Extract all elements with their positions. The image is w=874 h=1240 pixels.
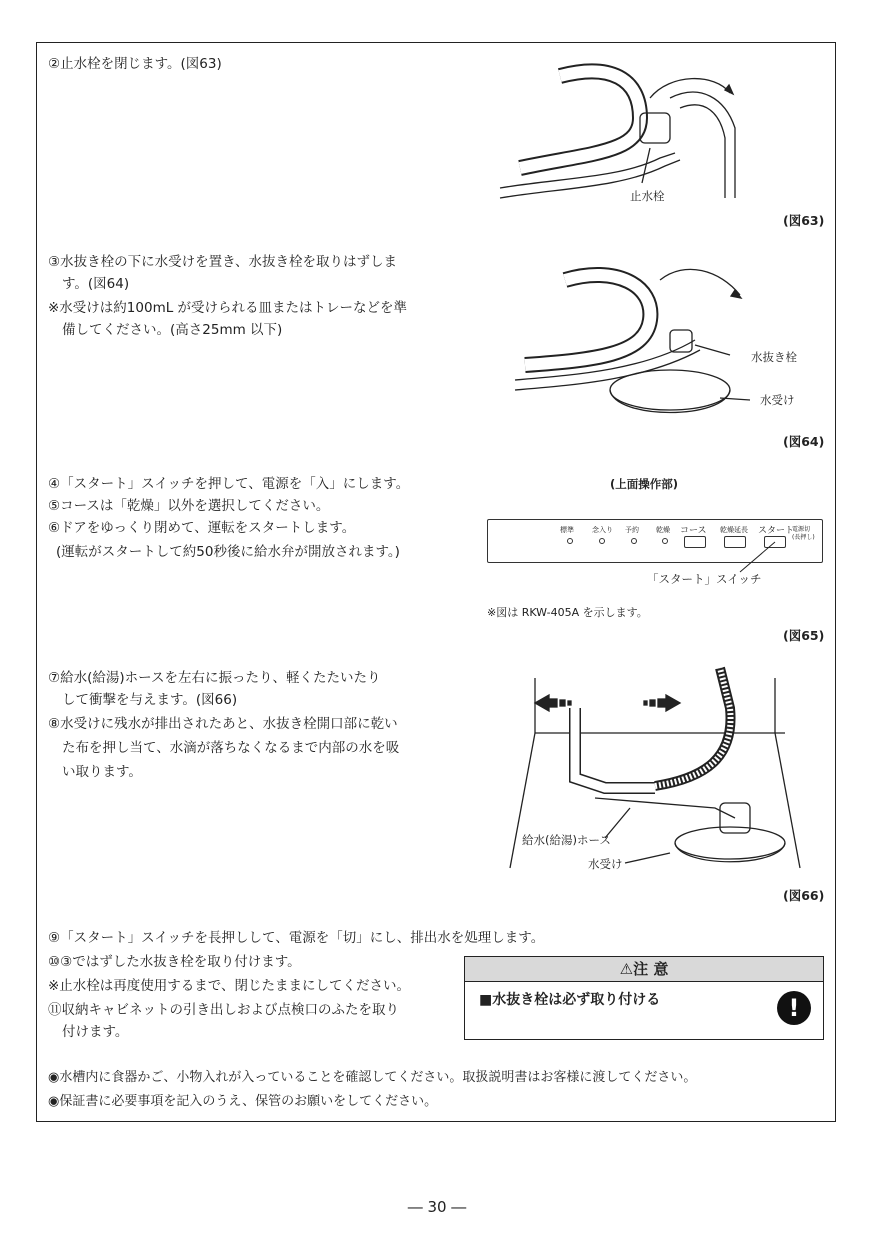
step-2: ②止水栓を閉じます。(図63) <box>48 56 222 72</box>
step-3-line2: す。(図64) <box>62 276 130 292</box>
step-7-line2: して衝撃を与えます。(図66) <box>62 692 238 708</box>
indicator-dry <box>662 538 668 544</box>
step-8-line2: た布を押し当て、水滴が落ちなくなるまで内部の水を吸 <box>62 740 400 756</box>
page-number: ― 30 ― <box>407 1198 467 1216</box>
step-10: ⑩③ではずした水抜き栓を取り付けます。 <box>48 954 301 970</box>
panel-label-dry: 乾燥 <box>656 526 670 534</box>
panel-label-thorough: 念入り <box>592 526 613 534</box>
panel-label-start: スタート <box>758 526 795 536</box>
note-10: ※止水栓は再度使用するまで、閉じたままにしてください。 <box>48 978 411 994</box>
indicator-timer <box>631 538 637 544</box>
step-5: ⑤コースは「乾燥」以外を選択してください。 <box>48 498 330 514</box>
note-3-line1: ※水受けは約100mL が受けられる皿またはトレーなどを準 <box>48 300 408 316</box>
figure-66-hose-label: 給水(給湯)ホース <box>522 833 611 847</box>
figure-66-caption: (図66) <box>783 888 825 903</box>
step-9: ⑨「スタート」スイッチを長押しして、電源を「切」にし、排出水を処理します。 <box>48 930 545 946</box>
panel-label-standard: 標準 <box>560 526 574 534</box>
exclamation-icon: ! <box>777 991 811 1025</box>
step-7-line1: ⑦給水(給湯)ホースを左右に振ったり、軽くたたいたり <box>48 670 381 686</box>
figure-63-label: 止水栓 <box>630 189 665 203</box>
step-6: ⑥ドアをゆっくり閉めて、運転をスタートします。 <box>48 520 356 536</box>
indicator-standard <box>567 538 573 544</box>
indicator-thorough <box>599 538 605 544</box>
panel-label-long-press: (長押し) <box>792 534 815 541</box>
figure-65-title: (上面操作部) <box>610 477 679 491</box>
step-6-note: (運転がスタートして約50秒後に給水弁が開放されます。) <box>56 544 400 560</box>
figure-63-illustration <box>500 58 740 208</box>
figure-65-note: ※図は RKW-405A を示します。 <box>487 606 648 619</box>
step-3-line1: ③水抜き栓の下に水受けを置き、水抜き栓を取りはずしま <box>48 254 398 270</box>
figure-63-caption: (図63) <box>783 213 825 228</box>
step-4: ④「スタート」スイッチを押して、電源を「入」にします。 <box>48 476 410 492</box>
figure-65-caption: (図65) <box>783 628 825 643</box>
figure-66-tray-label: 水受け <box>588 857 623 871</box>
step-8-line1: ⑧水受けに残水が排出されたあと、水抜き栓開口部に乾い <box>48 716 398 732</box>
step-11-line1: ⑪収納キャビネットの引き出しおよび点検口のふたを取り <box>48 1002 399 1018</box>
panel-label-power-off: 電源切 <box>792 526 811 533</box>
figure-64-illustration <box>505 260 755 425</box>
figure-65-switch-label: 「スタート」スイッチ <box>647 572 762 586</box>
panel-label-dry-extend: 乾燥延長 <box>720 526 748 534</box>
figure-64-label-plug: 水抜き栓 <box>751 350 797 364</box>
figure-64-label-tray: 水受け <box>760 393 795 407</box>
figure-64-caption: (図64) <box>783 434 825 449</box>
caution-text: ■水抜き栓は必ず取り付ける <box>479 992 661 1008</box>
footer-bullet-2: ◉保証書に必要事項を記入のうえ、保管のお願いをしてください。 <box>48 1094 438 1109</box>
panel-label-course: コース <box>680 526 707 536</box>
footer-bullet-1: ◉水槽内に食器かご、小物入れが入っていることを確認してください。取扱説明書はお客様に渡してください。 <box>48 1070 697 1085</box>
caution-box <box>464 956 824 1040</box>
caution-title: ⚠注 意 <box>465 957 823 982</box>
note-3-line2: 備してください。(高さ25mm 以下) <box>62 322 283 338</box>
step-8-line3: い取ります。 <box>62 764 142 780</box>
panel-label-timer: 予約 <box>625 526 639 534</box>
step-11-line2: 付けます。 <box>62 1024 129 1040</box>
